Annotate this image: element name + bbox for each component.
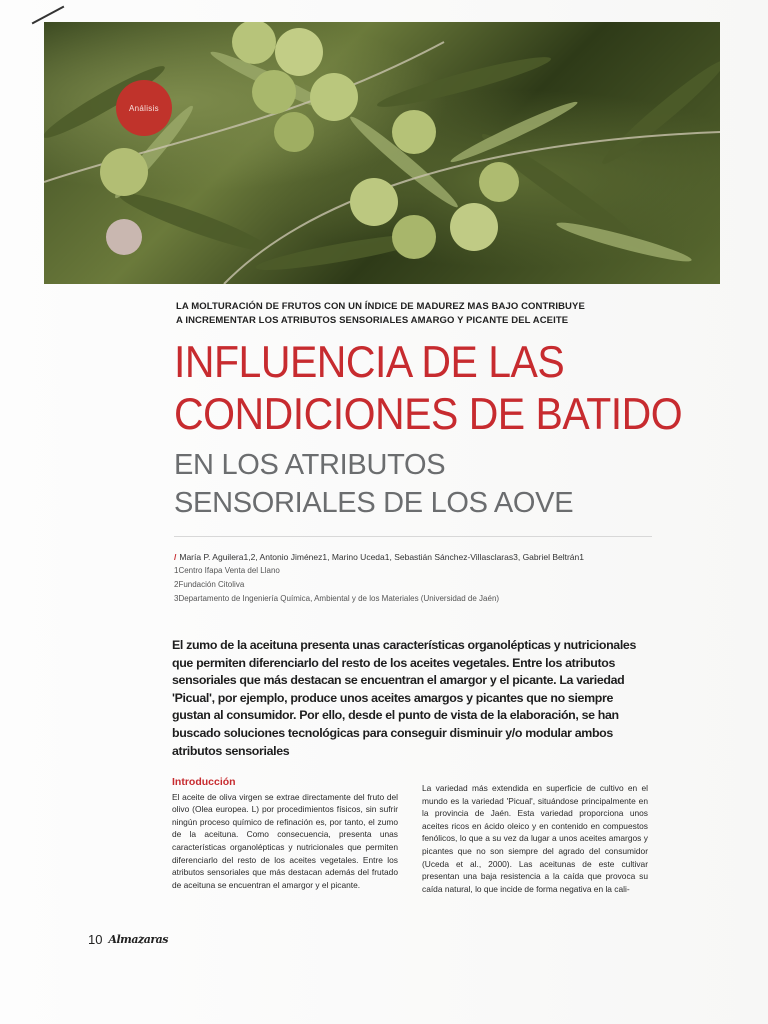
page-number: 10 (88, 932, 103, 947)
body-column-left (172, 776, 398, 891)
author-list (174, 550, 654, 564)
page-footer (88, 932, 168, 947)
author-names: María P. Aguilera1,2, Antonio Jiménez1, Marino Uceda1, Sebastián Sánchez-Villasclaras3, Gabriel Beltrán1 (179, 552, 584, 562)
kicker-line-1: LA MOLTURACIÓN DE FRUTOS CON UN ÍNDICE DE MADUREZ MAS BAJO CONTRIBUYE (176, 301, 585, 312)
variety-text: La variedad más extendida en superficie de cultivo en el mundo es la variedad 'Picual', situándose principalmente en la provincia de Jaén. Esta variedad proporciona unos aceites ricos en ácido oleico y en contenido en compuestos fenólicos, lo que a su vez da lugar a unos aceites amargos y picantes que no son siempre del agrado del consumidor (Uceda et al., 2000). Las aceitunas de este cultivar presentan una baja resistencia a la caída que provoca su caída natural, lo que incide de forma negativa en la cali- (422, 783, 648, 894)
section-badge-label: Análisis (129, 103, 159, 113)
kicker (176, 300, 616, 328)
article-subtitle (174, 446, 694, 522)
article-title (174, 336, 694, 440)
kicker-line-2: A INCREMENTAR LOS ATRIBUTOS SENSORIALES AMARGO Y PICANTE DEL ACEITE (176, 315, 569, 326)
olive-branch-illustration (44, 22, 720, 284)
title-line-1: INFLUENCIA DE LAS (174, 337, 565, 387)
subtitle-line-2: SENSORIALES DE LOS AOVE (174, 487, 574, 519)
lead-paragraph: El zumo de la aceituna presenta unas características organolépticas y nutricionales que permiten diferenciarlo del resto de los aceites vegetales. Entre los atributos sensoriales que más destacan se encuentran el amargor y el picante. La variedad 'Picual', por ejemplo, produce unos aceites amargos y picantes que no siempre gustan al consumidor. Por ello, desde el punto de vista de la elaboración, se han buscado soluciones tecnológicas para conseguir disminuir y/o modular ambos atributos sensoriales (172, 638, 637, 758)
slash-icon: / (174, 552, 177, 562)
subtitle-line-1: EN LOS ATRIBUTOS (174, 449, 446, 481)
header-photo-olive-branch (44, 22, 720, 284)
title-line-2: CONDICIONES DE BATIDO (174, 388, 683, 439)
section-badge (116, 80, 172, 136)
divider (174, 536, 652, 537)
affiliation-1: 1Centro Ifapa Venta del Llano (174, 566, 280, 575)
intro-heading: Introducción (172, 776, 236, 788)
affiliation-2: 2Fundación Citoliva (174, 580, 245, 589)
body-column-right (422, 782, 648, 895)
intro-text: El aceite de oliva virgen se extrae directamente del fruto del olivo (Olea europea. L) por procedimientos físicos, sin sufrir ningún proceso químico de refinación es, por tanto, el zumo de la aceituna. Como consecuencia, presenta unas características organolépticas y nutricionales que permiten diferenciarlo del resto de los aceites vegetales. Entre los atributos sensoriales que más destacan además del frutado de aceituna se encuentran el amargor y el picante. (172, 791, 398, 890)
magazine-brand: Almazaras (108, 933, 168, 946)
affiliation-3: 3Departamento de Ingeniería Química, Ambiental y de los Materiales (Universidad de Jaén) (174, 594, 500, 603)
authors-block (174, 550, 654, 606)
